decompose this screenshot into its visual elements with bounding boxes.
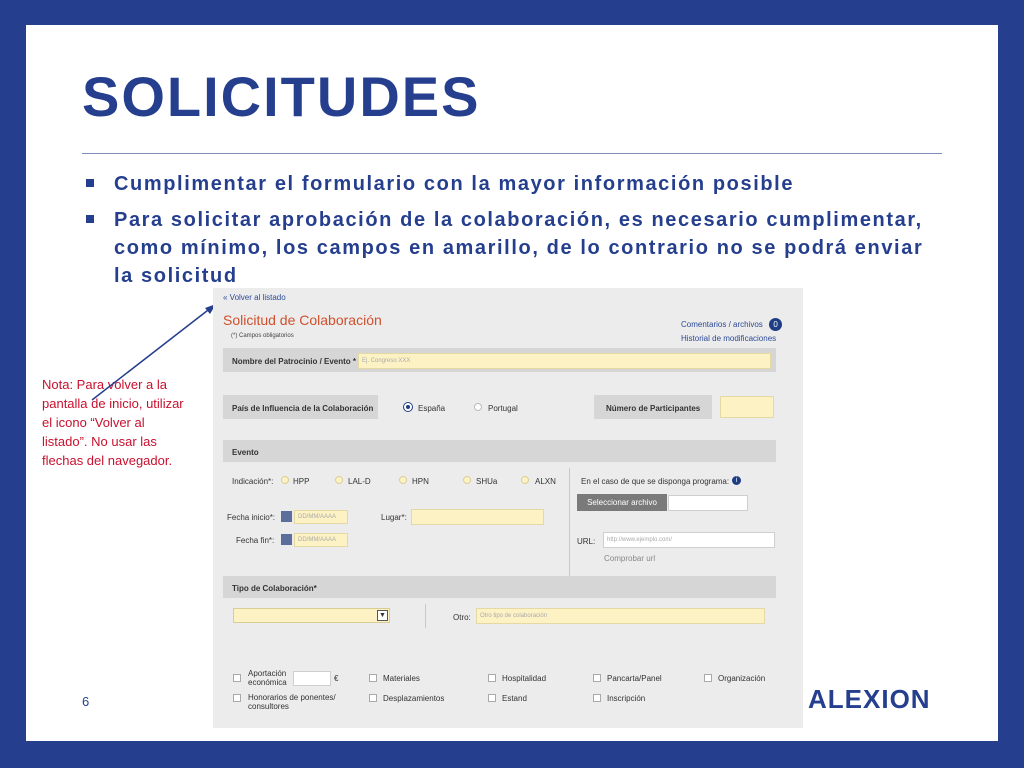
participants-label: Número de Participantes <box>606 404 701 413</box>
event-divider <box>569 468 570 578</box>
check-hospitalidad[interactable] <box>488 674 496 682</box>
other-input[interactable]: Otro tipo de colaboración <box>476 608 765 624</box>
slide-title: SOLICITUDES <box>82 65 481 128</box>
radio-hpp[interactable] <box>281 476 289 484</box>
check-estand[interactable] <box>488 694 496 702</box>
note-text: Nota: Para volver a la pantalla de inicio, utilizar el icono “Volver al listado”. No usar las flechas del navegador. <box>42 377 184 468</box>
check-materiales-label: Materiales <box>383 674 420 683</box>
comments-link-label: Comentarios / archivos <box>681 320 763 329</box>
form-title: Solicitud de Colaboración <box>223 312 382 328</box>
country-label: País de Influencia de la Colaboración <box>232 404 374 413</box>
radio-lald[interactable] <box>335 476 343 484</box>
radio-shua[interactable] <box>463 476 471 484</box>
slide <box>26 25 998 741</box>
check-organizacion-label: Organización <box>718 674 766 683</box>
form-screenshot <box>213 288 803 728</box>
check-materiales[interactable] <box>369 674 377 682</box>
file-name-field <box>668 495 748 511</box>
end-calendar-icon[interactable] <box>281 534 292 545</box>
end-date-input[interactable]: DD/MM/AAAA <box>294 533 348 547</box>
radio-shua-label: SHUa <box>476 477 498 486</box>
check-aportacion-label: Aportación económica <box>248 669 287 687</box>
event-header-band <box>223 440 776 462</box>
radio-hpn[interactable] <box>399 476 407 484</box>
select-file-button[interactable]: Seleccionar archivo <box>577 494 667 511</box>
other-label: Otro: <box>453 613 471 622</box>
bullet-text: Para solicitar aprobación de la colaboración, es necesario cumplimentar, como mínimo, los campos en amarillo, de lo contrario no se podrá enviar la solicitud <box>114 209 924 287</box>
check-url-link[interactable]: Comprobar url <box>604 554 656 563</box>
check-honorarios-label: Honorarios de ponentes/ consultores <box>248 693 336 711</box>
pointer-arrow-icon <box>86 295 226 405</box>
radio-espana-label: España <box>418 404 446 413</box>
bullet-text: Cumplimentar el formulario con la mayor información posible <box>114 173 795 195</box>
radio-espana[interactable] <box>404 403 412 411</box>
check-estand-label: Estand <box>502 694 527 703</box>
check-inscripcion-label: Inscripción <box>607 694 646 703</box>
end-date-label: Fecha fin*: <box>236 536 275 545</box>
info-icon[interactable]: i <box>732 476 741 485</box>
collab-type-select[interactable] <box>233 608 390 623</box>
start-calendar-icon[interactable] <box>281 511 292 522</box>
bullet-item <box>86 170 946 198</box>
page-number: 6 <box>82 694 90 709</box>
indication-label: Indicación*: <box>232 477 274 486</box>
participants-input[interactable] <box>720 396 774 418</box>
back-to-list-link[interactable]: « Volver al listado <box>223 293 286 302</box>
comments-link[interactable] <box>681 318 782 331</box>
bullet-square-icon <box>86 215 94 223</box>
collab-divider <box>425 604 426 628</box>
bullet-item <box>86 206 946 290</box>
start-date-label: Fecha inicio*: <box>227 513 276 522</box>
radio-hpp-label: HPP <box>293 477 310 486</box>
radio-alxn-label: ALXN <box>535 477 556 486</box>
check-inscripcion[interactable] <box>593 694 601 702</box>
check-desplazamientos-label: Desplazamientos <box>383 694 445 703</box>
title-divider <box>82 153 942 154</box>
url-label: URL: <box>577 537 596 546</box>
check-pancarta-label: Pancarta/Panel <box>607 674 662 683</box>
radio-portugal[interactable] <box>474 403 482 411</box>
check-hospitalidad-label: Hospitalidad <box>502 674 547 683</box>
radio-portugal-label: Portugal <box>488 404 518 413</box>
sponsor-label: Nombre del Patrocinio / Evento * <box>232 357 357 366</box>
chevron-down-icon[interactable]: ▼ <box>377 610 388 621</box>
sponsor-input[interactable]: Ej. Congreso XXX <box>358 353 771 369</box>
program-label: En el caso de que se disponga programa: <box>581 477 730 486</box>
comments-count-badge: 0 <box>769 318 782 331</box>
bullet-square-icon <box>86 179 94 187</box>
check-desplazamientos[interactable] <box>369 694 377 702</box>
radio-hpn-label: HPN <box>412 477 429 486</box>
aportacion-amount-input[interactable] <box>293 671 331 686</box>
currency-symbol: € <box>334 674 339 683</box>
alexion-logo: ALEXION <box>808 684 931 714</box>
check-honorarios[interactable] <box>233 694 241 702</box>
radio-alxn[interactable] <box>521 476 529 484</box>
check-aportacion[interactable] <box>233 674 241 682</box>
check-organizacion[interactable] <box>704 674 712 682</box>
collab-type-header: Tipo de Colaboración* <box>232 584 317 593</box>
event-header: Evento <box>232 448 259 457</box>
history-link[interactable]: Historial de modificaciones <box>681 334 777 343</box>
place-label: Lugar*: <box>381 513 407 522</box>
bullet-list <box>86 170 946 298</box>
place-input[interactable] <box>411 509 544 525</box>
url-input[interactable]: http://www.ejemplo.com/ <box>603 532 775 548</box>
start-date-input[interactable]: DD/MM/AAAA <box>294 510 348 524</box>
radio-lald-label: LAL-D <box>348 477 371 486</box>
check-pancarta[interactable] <box>593 674 601 682</box>
required-note: (*) Campos obligatorios <box>231 333 294 339</box>
